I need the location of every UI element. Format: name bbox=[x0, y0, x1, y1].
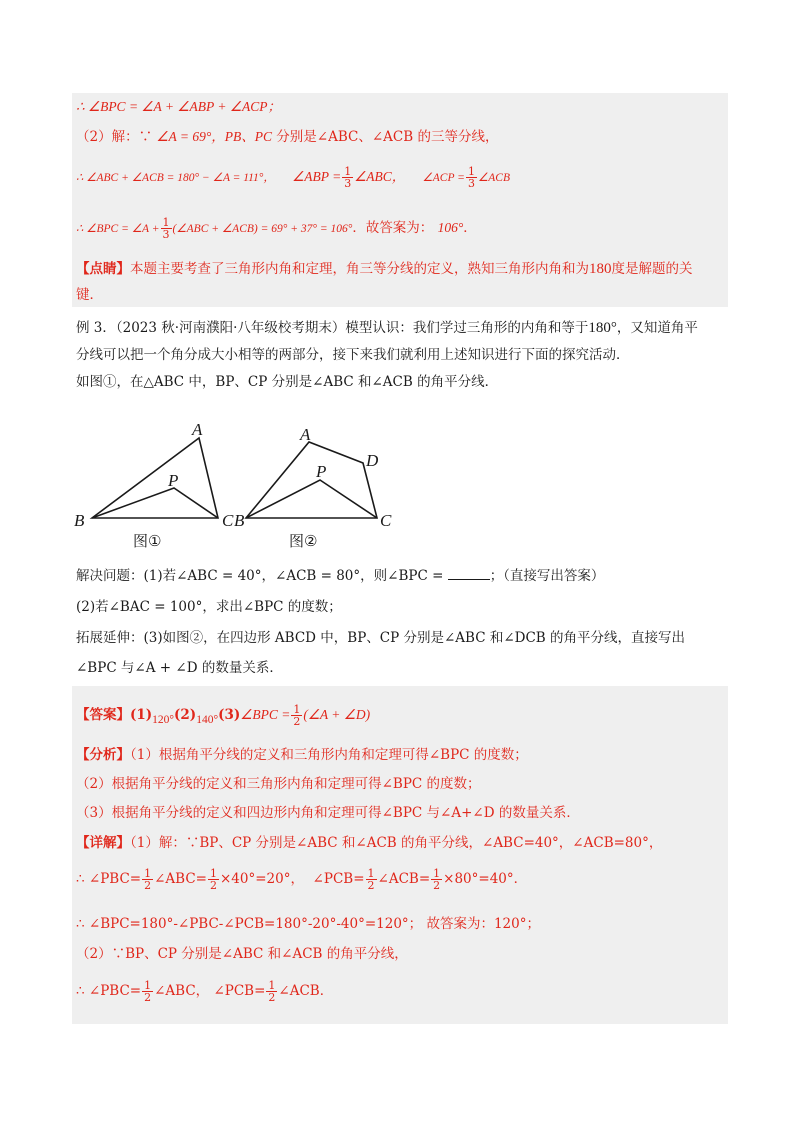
figure-2-quadrilateral bbox=[246, 442, 377, 518]
figure-1-triangle bbox=[92, 438, 218, 518]
question-3-line-2: ∠BPC 与∠A + ∠D 的数量关系． bbox=[76, 660, 283, 676]
prev-solution-line-1: ∴ ∠BPC = ∠A + ∠ABP + ∠ACP； bbox=[76, 99, 281, 114]
detail-line-3: ∴ ∠BPC=180°-∠PBC-∠PCB=180°-20°-40°=120°； 故答案为：120°； bbox=[76, 916, 540, 932]
detail-line-2: ∴ ∠PBC= $\frac{1}{2}$ ∠ABC= $\frac{1}{2}$ ×40°=20°， ∠PCB= $\frac{1}{2}$ ∠ACB= $\frac{1}{2}$ ×80°=40°． bbox=[76, 867, 528, 892]
figure-2-caption: 图② bbox=[289, 532, 318, 550]
example-3-line-3: 如图①，在△ABC 中，BP、CP 分别是∠ABC 和∠ACB 的角平分线． bbox=[76, 374, 499, 390]
example-3-header: 例 3．（2023 秋·河南濮阳·八年级校考期末）模型认识：我们学过三角形的内角和等于180°，又知道角平 bbox=[76, 320, 698, 336]
detail-line-4: （2）∵BP、CP 分别是∠ABC 和∠ACB 的角平分线， bbox=[76, 946, 408, 962]
fraction-one-half: $\frac{1}{2}$ bbox=[268, 979, 276, 1004]
prev-solution-comment: 【点睛】本题主要考查了三角形内角和定理，角三等分线的定义，熟知三角形内角和为180度是解题的关 bbox=[76, 261, 693, 277]
detail-line-1: 【详解】（1）解：∵BP、CP 分别是∠ABC 和∠ACB 的角平分线，∠ABC=40°，∠ACB=80°， bbox=[76, 835, 663, 851]
fraction-one-third: $\frac{1}{3}$ bbox=[162, 216, 170, 241]
label-C-fig1: C bbox=[222, 511, 234, 530]
analysis-line-1: 【分析】（1）根据角平分线的定义和三角形内角和定理可得∠BPC 的度数； bbox=[76, 747, 528, 763]
detail-line-5: ∴ ∠PBC= $\frac{1}{2}$ ∠ABC， ∠PCB= $\frac{1}{2}$ ∠ACB． bbox=[76, 979, 334, 1004]
prev-solution-comment-cont: 键． bbox=[76, 287, 103, 303]
label-B-fig2: B bbox=[234, 511, 245, 530]
fraction-one-half: $\frac{1}{2}$ bbox=[144, 979, 152, 1004]
label-A-fig1: A bbox=[192, 420, 203, 439]
fraction-one-half: $\frac{1}{2}$ bbox=[367, 867, 375, 892]
analysis-line-2: （2）根据角平分线的定义和三角形内角和定理可得∠BPC 的度数； bbox=[76, 776, 481, 792]
answer-analysis-box bbox=[72, 686, 728, 1024]
fraction-one-third: $\frac{1}{3}$ bbox=[344, 165, 352, 190]
geometry-figures bbox=[60, 410, 420, 560]
quadrilateral-abcd bbox=[246, 442, 377, 518]
fraction-one-half: $\frac{1}{2}$ bbox=[209, 867, 217, 892]
label-P-fig1: P bbox=[168, 471, 179, 490]
label-P-fig2: P bbox=[316, 462, 327, 481]
label-B-fig1: B bbox=[74, 511, 85, 530]
label-D-fig2: D bbox=[366, 451, 379, 470]
fraction-one-half: $\frac{1}{2}$ bbox=[144, 867, 152, 892]
fraction-one-third: $\frac{1}{3}$ bbox=[467, 165, 475, 190]
label-A-fig2: A bbox=[300, 425, 311, 444]
fraction-one-half: $\frac{1}{2}$ bbox=[433, 867, 441, 892]
answer-blank bbox=[448, 567, 490, 580]
answer-line: 【答案】(1)120°(2)140°(3)∠BPC = $\frac{1}{2}$ (∠A + ∠D) bbox=[76, 703, 371, 728]
prev-solution-line-2: （2）解：∵ ∠A = 69°，PB、PC 分别是∠ABC、∠ACB 的三等分线， bbox=[76, 129, 499, 145]
figure-1-caption: 图① bbox=[133, 532, 162, 550]
prev-solution-line-3: ∴ ∠ABC + ∠ACB = 180° − ∠A = 111°， ∠ABP = $\frac{1}{3}$ ∠ABC， ∠ACP = $\frac{1}{3}$ ∠ACB bbox=[76, 165, 510, 190]
label-C-fig2: C bbox=[380, 511, 392, 530]
example-3-line-2: 分线可以把一个角分成大小相等的两部分，接下来我们就利用上述知识进行下面的探究活动． bbox=[76, 347, 630, 363]
bisector-bp-cp-fig2 bbox=[246, 480, 377, 518]
analysis-line-3: （3）根据角平分线的定义和四边形内角和定理可得∠BPC 与∠A+∠D 的数量关系． bbox=[76, 805, 580, 821]
question-1: 解决问题：(1)若∠ABC = 40°，∠ACB = 80°，则∠BPC = ；（直接写出答案） bbox=[76, 568, 605, 584]
question-2: (2)若∠BAC = 100°，求出∠BPC 的度数； bbox=[76, 599, 342, 615]
fraction-one-half: $\frac{1}{2}$ bbox=[293, 703, 301, 728]
question-3-line-1: 拓展延伸：(3)如图②，在四边形 ABCD 中，BP、CP 分别是∠ABC 和∠DCB 的角平分线，直接写出 bbox=[76, 630, 686, 646]
prev-solution-line-4: ∴ ∠BPC = ∠A + $\frac{1}{3}$ (∠ABC + ∠ACB) = 69° + 37° = 106°．故答案为： 106°． bbox=[76, 216, 477, 241]
